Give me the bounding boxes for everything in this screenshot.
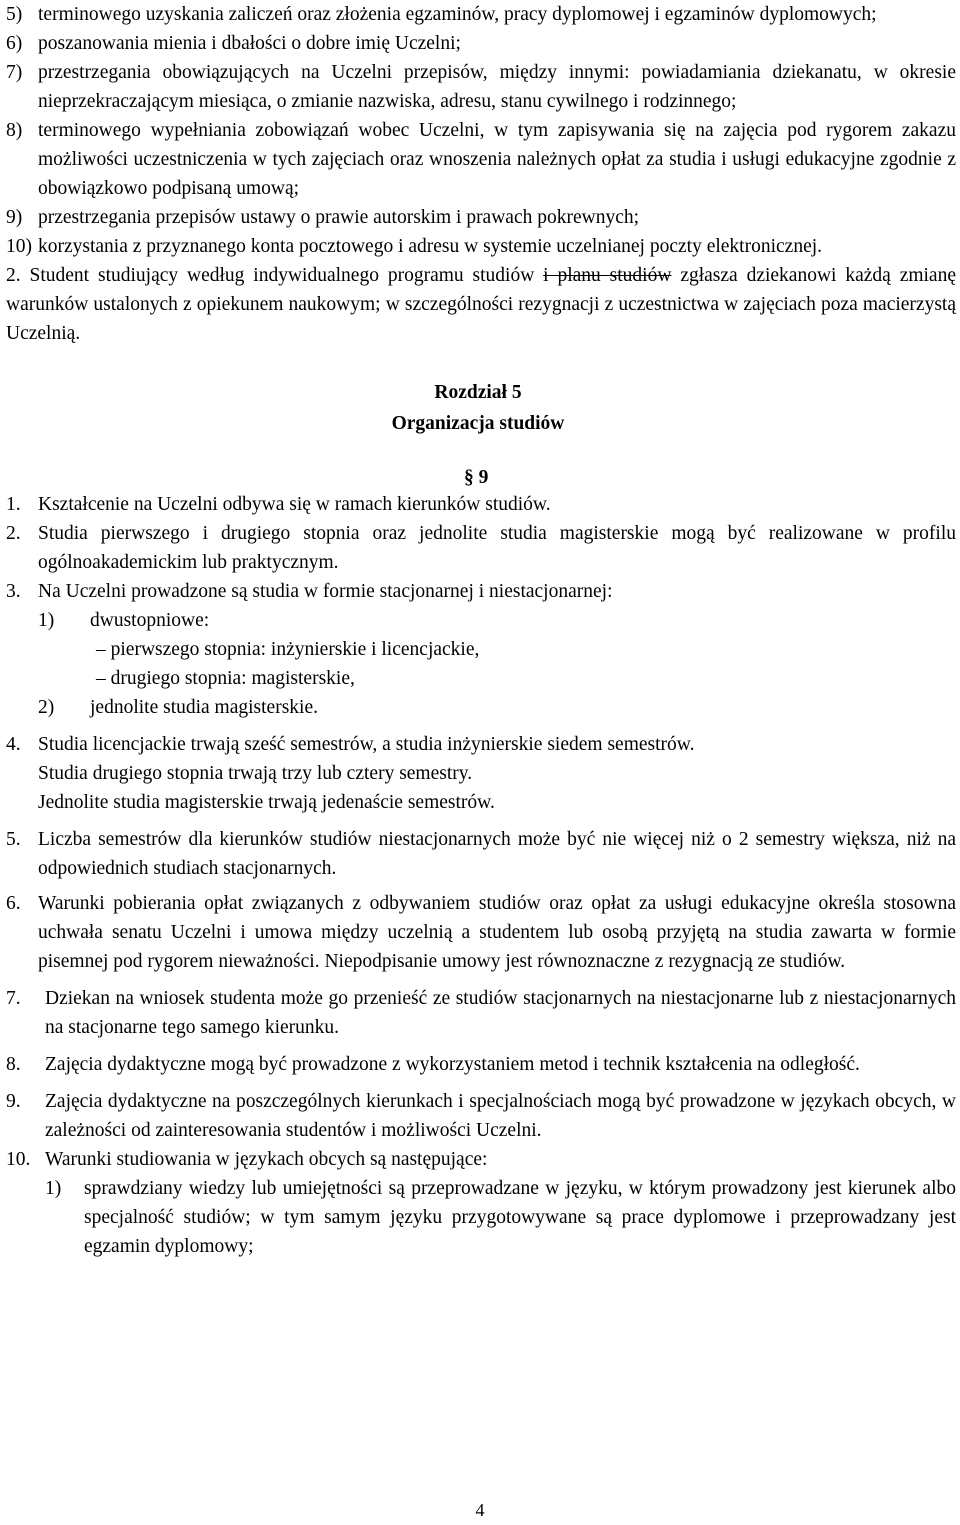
list-item-text: Studia pierwszego i drugiego stopnia oraz jednolite studia magisterskie mogą być realizowane w profilu ogólnoakademickim lub praktycznym. xyxy=(38,523,956,573)
list-item-number: 2. xyxy=(6,523,21,544)
list-item xyxy=(6,730,956,817)
point-2-text-after: zgłasza dziekanowi każdą zmianę warunków ustalonych z opiekunem naukowym; w szczególności rezygnacji z uczestnictwa w zajęciach poza macierzystą Uczelnią. xyxy=(6,265,956,344)
list-item-body xyxy=(38,730,956,817)
list-item xyxy=(6,577,956,722)
list-item-text: Kształcenie na Uczelni odbywa się w ramach kierunków studiów. xyxy=(38,494,551,515)
list-item-text: terminowego uzyskania zaliczeń oraz złożenia egzaminów, pracy dyplomowej i egzaminów dyplomowych; xyxy=(38,4,877,25)
list-item-number: 3. xyxy=(6,581,21,602)
list-item-text: Dziekan na wniosek studenta może go przenieść ze studiów stacjonarnych na niestacjonarne lub z niestacjonarnych na stacjonarne tego samego kierunku. xyxy=(45,988,956,1038)
list-item xyxy=(6,889,956,976)
list-item-number: 6) xyxy=(6,33,23,54)
list-item-text: poszanowania mienia i dbałości o dobre imię Uczelni; xyxy=(38,33,461,54)
sub-item-number: 2) xyxy=(38,697,55,718)
list-item-body xyxy=(45,1145,956,1261)
sub-item xyxy=(38,693,956,722)
sub-item-number: 1) xyxy=(38,610,55,631)
chapter-title: Organizacja studiów xyxy=(391,413,565,434)
list-item xyxy=(6,58,956,116)
list-item xyxy=(6,825,956,883)
sub-item xyxy=(45,1174,956,1261)
list-item xyxy=(6,203,956,232)
list-item-number: 9. xyxy=(6,1091,21,1112)
list-item-number: 7. xyxy=(6,988,21,1009)
list-item-number: 8) xyxy=(6,120,23,141)
list-item-number: 1. xyxy=(6,494,21,515)
list-item-number: 7) xyxy=(6,62,23,83)
list-item xyxy=(6,0,956,29)
list-item-body xyxy=(38,577,956,722)
list-item-text: Zajęcia dydaktyczne mogą być prowadzone z wykorzystaniem metod i technik kształcenia na odległość. xyxy=(45,1054,860,1075)
list-item-text: Warunki pobierania opłat związanych z odbywaniem studiów oraz opłat za usługi edukacyjne określa stosowna uchwała senatu Uczelni i umowa między uczelnią a studentem lub osobą przyjętą na studia zawarta w formie pisemnej pod rygorem nieważności. Niepodpisanie umowy jest równoznaczne z rezygnacją ze studiów. xyxy=(38,893,956,972)
page-number: 4 xyxy=(475,1500,485,1520)
section-symbol: § xyxy=(464,467,474,488)
list-item-line: Studia drugiego stopnia trwają trzy lub cztery semestry. xyxy=(38,763,473,784)
paragraph-number xyxy=(464,463,488,492)
list-item-number: 5) xyxy=(6,4,23,25)
point-2-struck-text: i planu studiów xyxy=(543,265,672,286)
list-item-text: przestrzegania przepisów ustawy o prawie autorskim i prawach pokrewnych; xyxy=(38,207,640,228)
point-2-number: 2. xyxy=(6,265,21,286)
sub-item xyxy=(38,606,956,635)
list-item-text: korzystania z przyznanego konta pocztowego i adresu w systemie uczelnianej poczty elektronicznej. xyxy=(38,236,823,257)
list-item-text: przestrzegania obowiązujących na Uczelni przepisów, między innymi: powiadamiania dziekanatu, w okresie nieprzekraczającym miesiąca, o zmianie nazwiska, adresu, stanu cywilnego i rodzinnego; xyxy=(38,62,956,112)
dash-item: – drugiego stopnia: magisterskie, xyxy=(96,668,355,689)
sub-item-number: 1) xyxy=(45,1178,62,1199)
section-number: 9 xyxy=(478,467,489,488)
list-item-text: Warunki studiowania w językach obcych są następujące: xyxy=(45,1149,488,1170)
list-item-text: Liczba semestrów dla kierunków studiów niestacjonarnych może być nie więcej niż o 2 semestry większa, niż na odpowiednich studiach stacjonarnych. xyxy=(38,829,956,879)
sub-item-text: sprawdziany wiedzy lub umiejętności są przeprowadzane w języku, w którym prowadzony jest kierunek albo specjalność studiów; w tym samym języku przygotowywane są prace dyplomowe i przeprowadzany jest egzamin dyplomowy; xyxy=(84,1178,956,1257)
list-item xyxy=(6,519,956,577)
list-item-text: Zajęcia dydaktyczne na poszczególnych kierunkach i specjalnościach mogą być prowadzone w językach obcych, w zależności od zainteresowania studentów i możliwości Uczelni. xyxy=(45,1091,956,1141)
list-item-number: 10. xyxy=(6,1149,31,1170)
sub-item-text: dwustopniowe: xyxy=(90,610,210,631)
paragraph-sign xyxy=(6,458,956,490)
list-item xyxy=(6,232,956,261)
list-item xyxy=(6,1050,956,1079)
dash-item: – pierwszego stopnia: inżynierskie i licencjackie, xyxy=(96,639,480,660)
list-item xyxy=(6,1087,956,1145)
list-item xyxy=(6,116,956,203)
chapter-number: Rozdział 5 xyxy=(434,382,522,403)
list-item-text: terminowego wypełniania zobowiązań wobec Uczelni, w tym zapisywania się na zajęcia pod rygorem zakazu możliwości uczestniczenia w tych zajęciach oraz wnoszenia należnych opłat za studia i usługi edukacyjne zgodnie z obowiązkowo podpisaną umową; xyxy=(38,120,956,199)
document-page xyxy=(6,0,956,1261)
list-item-number: 10) xyxy=(6,236,32,257)
list-item xyxy=(6,984,956,1042)
list-item xyxy=(6,1145,956,1261)
list-item-text: Na Uczelni prowadzone są studia w formie stacjonarnej i niestacjonarnej: xyxy=(38,581,613,602)
duties-list xyxy=(6,0,956,261)
list-item-line: Studia licencjackie trwają sześć semestrów, a studia inżynierskie siedem semestrów. xyxy=(38,734,695,755)
list-item xyxy=(6,490,956,519)
list-item-number: 9) xyxy=(6,207,23,228)
point-2-text-before: Student studiujący według indywidualnego programu studiów xyxy=(29,265,544,286)
point-2 xyxy=(6,261,956,348)
list-item-number: 4. xyxy=(6,734,21,755)
list-item-line: Jednolite studia magisterskie trwają jedenaście semestrów. xyxy=(38,792,495,813)
list-item xyxy=(6,29,956,58)
list-item-number: 6. xyxy=(6,893,21,914)
list-item-number: 8. xyxy=(6,1054,21,1075)
sub-item-text: jednolite studia magisterskie. xyxy=(90,697,318,718)
list-item-number: 5. xyxy=(6,829,21,850)
